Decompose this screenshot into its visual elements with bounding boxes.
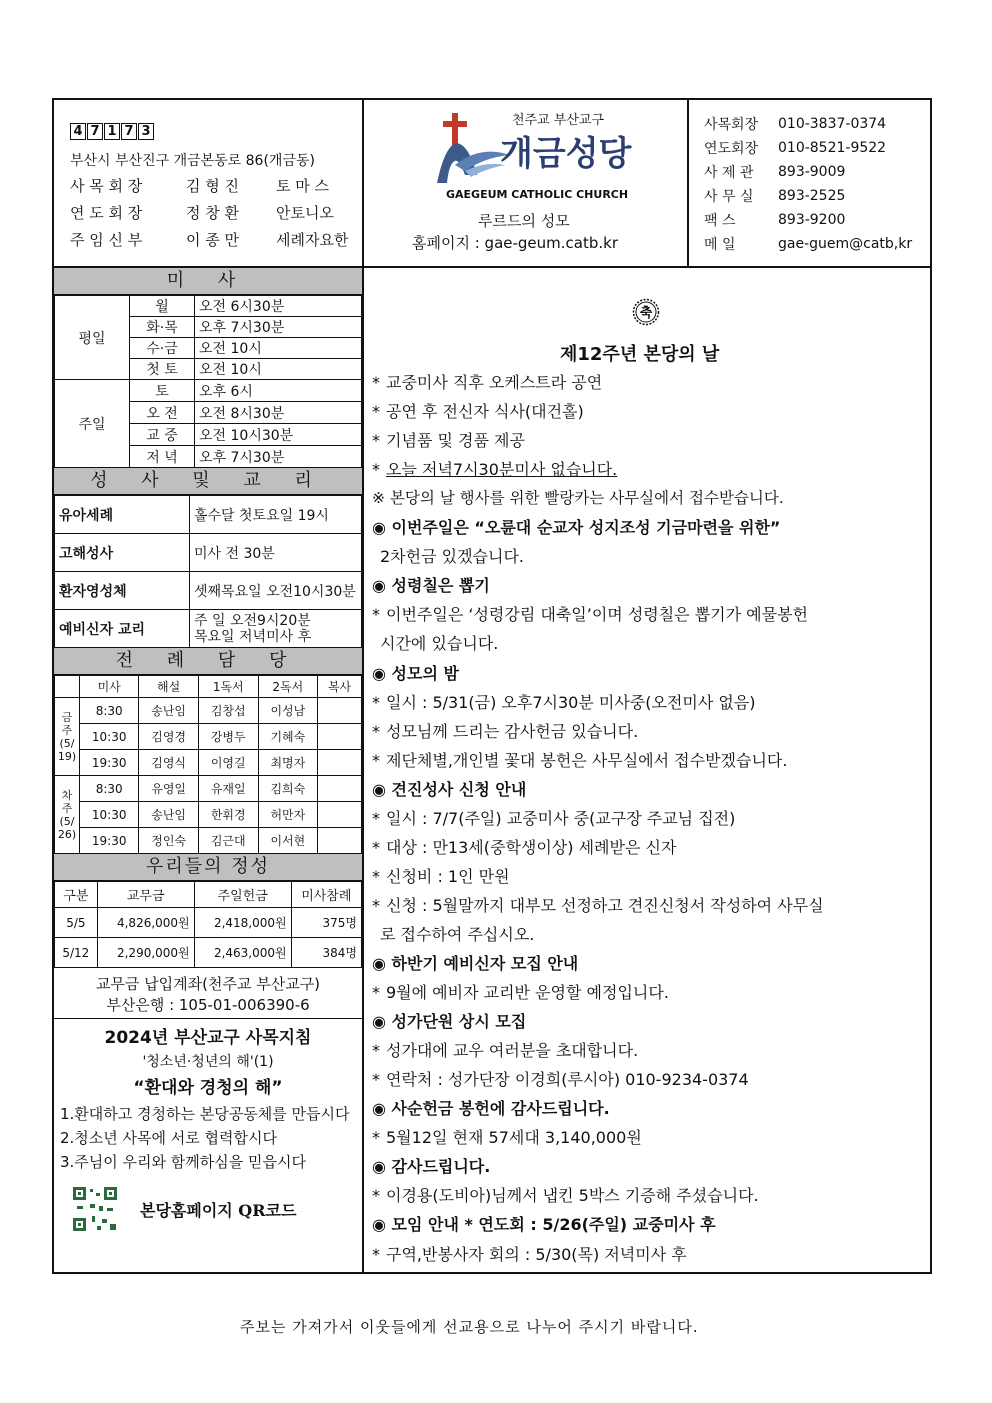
- notice-line: 2차헌금 있겠습니다.: [380, 547, 524, 567]
- notice-line: * 성모님께 드리는 감사헌금 있습니다.: [372, 719, 638, 742]
- notice-line: ◉ 견진성사 신청 안내: [372, 779, 527, 799]
- notice-line: * 일시 : 7/7(주일) 교중미사 중(교구장 주교님 집전): [372, 806, 735, 829]
- sacraments-title: 성 사 및 교 리: [54, 468, 362, 495]
- notice-line: * 9월에 예비자 교리반 운영할 예정입니다.: [372, 980, 669, 1003]
- left-column: [54, 268, 362, 1232]
- liturgy-title: 전 례 담 당: [54, 648, 362, 675]
- notice-line: * 신청 : 5월말까지 대부모 선정하고 견진신청서 작성하여 사무실: [372, 893, 824, 916]
- notice-line: * 연락처 : 성가단장 이경희(루시아) 010-9234-0374: [372, 1067, 749, 1090]
- notice-line: * 오늘 저녁7시30분미사 없습니다.: [372, 457, 617, 480]
- homepage: 홈페이지 : gae-geum.catb.kr: [412, 234, 619, 252]
- pastoral-items: 1.환대하고 경청하는 본당공동체를 만듭시다 2.청소년 사목에 서로 협력합시다 3.주님이 우리와 함께하심을 믿읍시다: [60, 1105, 350, 1171]
- notice-line: ◉ 감사드립니다.: [372, 1157, 491, 1177]
- notice-line: * 5월12일 현재 57세대 3,140,000원: [372, 1125, 642, 1148]
- patron: 루르드의 성모: [478, 212, 570, 230]
- zip-code: 4 7 1 7 3: [70, 120, 155, 140]
- diocese-name: 천주교 부산교구: [512, 113, 605, 128]
- notice-line: * 이번주일은 ‘성령강림 대축일’이며 성령칠은 뽑기가 예물봉헌: [372, 602, 808, 625]
- qr-section: [54, 1186, 362, 1232]
- offerings-title: 우리들의 정성: [54, 854, 362, 881]
- sacraments-table: 유아세례 홀수달 첫토요일 19시 고해성사 미사 전 30분 환자영성체 셋째목요일 오전10시30분 예비신자 교리 주 일 오전9시20분 목요일 저녁미사 후: [54, 495, 362, 648]
- notice-line: ※ 본당의 날 행사를 위한 빨랑카는 사무실에서 접수받습니다.: [372, 489, 784, 508]
- mass-table: 평일 월 오전 6시30분 화·목 오후 7시30분 수·금 오전 10시 첫 토 오전 10시 주일 토 오후 6시 오 전 오전 8시30분 교 중 오전 10시30분 저 녁 오후 7시30분: [54, 295, 362, 468]
- account-box: 교무금 납입계좌(천주교 부산교구) 부산은행 : 105-01-006390-6: [54, 968, 362, 1019]
- notice-line: ◉ 모임 안내 * 연도회 : 5/26(주일) 교중미사 후: [372, 1215, 716, 1235]
- church-name-en: GAEGEUM CATHOLIC CHURCH: [446, 188, 629, 201]
- contact-list: 사목회장 010-3837-0374 연도회장 010-8521-9522 사 제 관 893-9009 사 무 실 893-2525 팩 스 893-9200 메 일 gae-guem@catb,kr: [704, 116, 913, 253]
- address: 부산시 부산진구 개금본동로 86(개금동): [70, 153, 315, 169]
- notice-line: 로 접수하여 주십시오.: [380, 924, 535, 944]
- column-divider: [362, 98, 364, 1274]
- mass-title: 미 사: [54, 268, 362, 295]
- notice-line: ◉ 성가단원 상시 모집: [372, 1012, 527, 1032]
- notice-line: ◉ 하반기 예비신자 모집 안내: [372, 954, 579, 973]
- qr-label: 본당홈페이지 QR코드: [140, 1200, 297, 1220]
- notice-line: * 성가대에 교우 여러분을 초대합니다.: [372, 1038, 638, 1061]
- notice-line: * 대상 : 만13세(중학생이상) 세례받은 신자: [372, 835, 676, 858]
- notice-line: 시간에 있습니다.: [380, 634, 499, 654]
- notice-line: * 신청비 : 1인 만원: [372, 864, 510, 887]
- roles: 사 목 회 장 김 형 진 토 마 스 연 도 회 장 정 창 환 안토니오 주 임 신 부 이 종 만 세례자요한: [70, 177, 349, 249]
- notice-line: * 교중미사 직후 오케스트라 공연: [372, 370, 602, 393]
- notice-line: ◉ 이번주일은 “오륜대 순교자 성지조성 기금마련을 위한”: [372, 518, 781, 538]
- notice-line: * 이경용(도비아)님께서 냅킨 5박스 기증해 주셨습니다.: [372, 1183, 759, 1206]
- notice-line: * 일시 : 5/31(금) 오후7시30분 미사중(오전미사 없음): [372, 690, 756, 713]
- celebration-seal-icon: [632, 298, 660, 326]
- notice-line: * 공연 후 전신자 식사(대건홀): [372, 399, 584, 422]
- svg-text:축: 축: [639, 306, 653, 321]
- pastoral-box: 2024년 부산교구 사목지침 '청소년·청년의 해'(1) “환대와 경청의 해”: [104, 1028, 312, 1098]
- notice-line: * 구역,반봉사자 회의 : 5/30(목) 저녁미사 후: [372, 1242, 687, 1265]
- header-divider: [687, 98, 689, 268]
- church-name: 개금성당: [500, 134, 632, 174]
- notice-title: 제12주년 본당의 날: [560, 344, 720, 365]
- liturgy-table: 미사 해설 1독서 2독서 복사 금 주 (5/ 19) 8:30 송난임 김창섭 이성남 10:30 김영경 강병두 기혜숙 19:30 김영식 이영길 최명자 차 주 (5/ 26) 8:30 유영일 유재일 김희숙 10:30 송난임 한휘경 허만자 19:30 정인숙 김근대 이서현: [54, 675, 362, 854]
- offerings-table: 구분 교무금 주일헌금 미사참례 5/5 4,826,000원 2,418,000원 375명 5/12 2,290,000원 2,463,000원 384명: [54, 881, 362, 968]
- notice-line: * 기념품 및 경품 제공: [372, 428, 525, 451]
- notice-line: ◉ 사순헌금 봉헌에 감사드립니다.: [372, 1099, 610, 1119]
- qr-code-icon[interactable]: [72, 1186, 118, 1232]
- notice-line: ◉ 성모의 밤: [372, 663, 459, 683]
- notice-line: ◉ 성령칠은 뽑기: [372, 576, 490, 596]
- notice-line: * 제단체별,개인별 꽃대 봉헌은 사무실에서 접수받겠습니다.: [372, 748, 787, 771]
- footer-note: 주보는 가져가서 이웃들에게 선교용으로 나누어 주시기 바랍니다.: [240, 1318, 699, 1336]
